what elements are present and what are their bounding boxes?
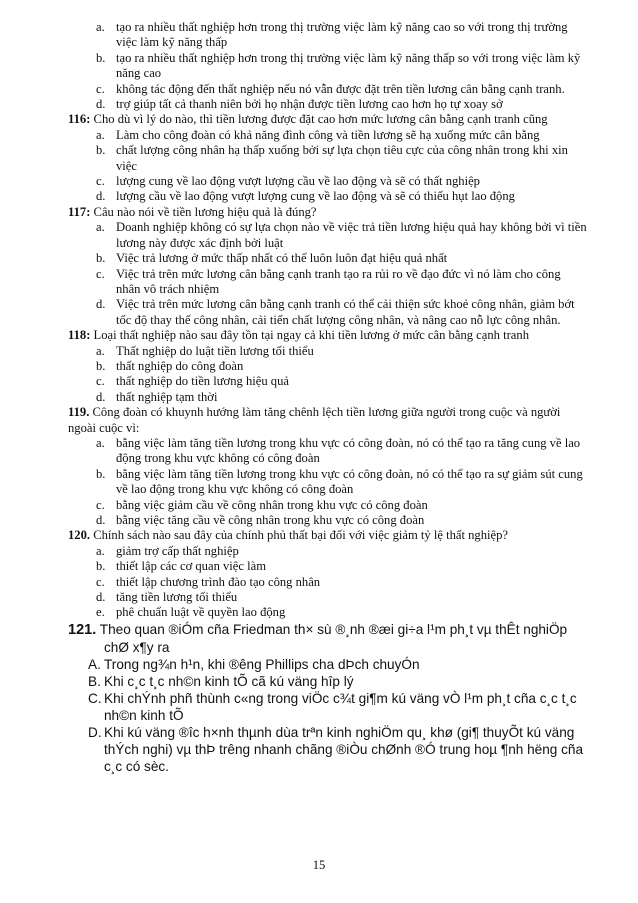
option-d bbox=[68, 297, 588, 328]
option-text: bằng việc làm tăng tiền lương trong khu vực có công đoàn, nó có thể tạo ra tăng cung về lao động trong khu vực không có công đoàn bbox=[116, 435, 581, 466]
option-label: d. bbox=[96, 189, 106, 204]
option-label: a. bbox=[96, 343, 105, 358]
option-b bbox=[68, 559, 588, 574]
option-text: trợ giúp tất cả thanh niên bởi họ nhận được tiền lương cao hơn họ tự xoay sở bbox=[116, 97, 503, 112]
option-text: bằng việc giảm cầu về công nhân trong khu vực có công đoàn bbox=[116, 497, 428, 512]
question-text: Cho dù vì lý do nào, thì tiền lương được đặt cao hơn mức lương cân bằng cạnh tranh cũng bbox=[93, 112, 548, 127]
option-c bbox=[68, 174, 588, 189]
option-b bbox=[68, 673, 588, 690]
question-117 bbox=[68, 205, 588, 328]
option-label: d. bbox=[96, 590, 106, 605]
option-list bbox=[68, 436, 588, 528]
continued-options bbox=[68, 20, 588, 112]
question-text: Loại thất nghiệp nào sau đây tồn tại ngay cả khi tiền lương ở mức cân bằng cạnh tranh bbox=[93, 328, 529, 343]
option-text: tăng tiền lương tối thiểu bbox=[116, 590, 238, 605]
question-text: Công đoàn có khuynh hướng làm tăng chênh lệch tiền lương giữa người trong cuộc và người ngoài cuộc vì: bbox=[68, 405, 561, 435]
option-label: D. bbox=[88, 724, 102, 740]
question-text: Câu nào nói về tiền lương hiệu quả là đúng? bbox=[93, 204, 317, 219]
option-text: Việc trả lương ở mức thấp nhất có thể luôn luôn đạt hiệu quả nhất bbox=[116, 251, 448, 266]
option-text: bằng việc làm tăng tiền lương trong khu vực có công đoàn, nó có thể tạo ra sự giảm sút cung về lao động trong khu vực không có công đoàn bbox=[116, 466, 583, 497]
option-label: c. bbox=[96, 374, 105, 389]
question-stem bbox=[68, 621, 588, 656]
question-number: 119. bbox=[68, 405, 90, 420]
option-text: phê chuẩn luật về quyền lao động bbox=[116, 605, 286, 620]
question-number: 118: bbox=[68, 328, 91, 343]
question-118 bbox=[68, 328, 588, 405]
option-label: b. bbox=[96, 251, 106, 266]
option-list bbox=[68, 544, 588, 621]
option-c bbox=[68, 498, 588, 513]
question-stem bbox=[68, 328, 588, 343]
option-c bbox=[68, 82, 588, 97]
option-label: b. bbox=[96, 358, 106, 373]
option-label: d. bbox=[96, 297, 106, 312]
question-number: 116: bbox=[68, 112, 91, 127]
option-c bbox=[68, 374, 588, 389]
option-b bbox=[68, 467, 588, 498]
option-text: chất lượng công nhân hạ thấp xuống bởi sự lựa chọn tiêu cực của công nhân trong khi xin việc bbox=[116, 143, 568, 173]
option-text: Khi c¸c t¸c nh©n kinh tÕ cã kú väng hîp lý bbox=[104, 673, 354, 689]
option-d bbox=[68, 97, 588, 112]
option-label: a. bbox=[96, 543, 105, 558]
option-text: Khi chÝnh phñ thùnh c«ng trong viÖc c¾t gi¶m kú väng vÒ l¹m ph¸t cña c¸c t¸c nh©n kinh tÕ bbox=[104, 690, 577, 723]
option-label: c. bbox=[96, 174, 105, 189]
option-list bbox=[68, 344, 588, 406]
question-121 bbox=[68, 621, 588, 775]
question-stem bbox=[68, 405, 588, 436]
option-text: tạo ra nhiều thất nghiệp hơn trong thị trường việc làm kỹ năng cao so với trong thị trường việc làm kỹ năng thấp bbox=[116, 20, 568, 50]
option-a bbox=[68, 128, 588, 143]
option-b bbox=[68, 51, 588, 82]
option-c bbox=[68, 575, 588, 590]
option-a bbox=[68, 20, 588, 51]
option-e bbox=[68, 605, 588, 620]
option-label: B. bbox=[88, 673, 101, 689]
option-text: bằng việc tăng cầu về công nhân trong khu vực có công đoàn bbox=[116, 513, 425, 527]
page-content bbox=[68, 20, 588, 775]
option-a bbox=[68, 344, 588, 359]
option-label: e. bbox=[96, 605, 105, 620]
option-text: Việc trả trên mức lương cân bằng cạnh tranh có thể cải thiện sức khoẻ công nhân, giảm bớt tốc độ thay thế công nhân, cải tiến chất lượng công nhân, và nâng cao nỗ lực công nhân. bbox=[116, 297, 575, 327]
option-label: a. bbox=[96, 435, 105, 450]
option-label: c. bbox=[96, 574, 105, 589]
option-b bbox=[68, 359, 588, 374]
option-text: Trong ng¾n h¹n, khi ®êng Phillips cha dÞch chuyÓn bbox=[104, 656, 420, 672]
question-number: 117: bbox=[68, 204, 91, 219]
question-119 bbox=[68, 405, 588, 528]
option-d bbox=[68, 390, 588, 405]
option-text: thất nghiệp tạm thời bbox=[116, 389, 218, 404]
option-c bbox=[68, 267, 588, 298]
option-text: Thất nghiệp do luật tiền lương tối thiểu bbox=[116, 343, 314, 358]
option-a bbox=[68, 656, 588, 673]
question-stem bbox=[68, 205, 588, 220]
option-text: Làm cho công đoàn có khả năng đình công và tiền lương sẽ hạ xuống mức cân bằng bbox=[116, 127, 540, 142]
option-label: b. bbox=[96, 559, 106, 574]
option-a bbox=[68, 220, 588, 251]
option-text: thất nghiệp do tiền lương hiệu quả bbox=[116, 374, 289, 389]
option-text: thiết lập chương trình đào tạo công nhân bbox=[116, 574, 321, 589]
option-label: d. bbox=[96, 389, 106, 404]
question-stem bbox=[68, 528, 588, 543]
option-list bbox=[68, 220, 588, 328]
option-text: lượng cầu về lao động vượt lượng cung về lao động và sẽ có thiếu hụt lao động bbox=[116, 189, 515, 204]
option-b bbox=[68, 251, 588, 266]
option-label: A. bbox=[88, 656, 101, 672]
question-stem bbox=[68, 112, 588, 127]
question-120 bbox=[68, 528, 588, 620]
option-label: d. bbox=[96, 97, 106, 112]
option-label: b. bbox=[96, 466, 106, 481]
option-label: b. bbox=[96, 50, 106, 65]
option-list bbox=[68, 656, 588, 775]
option-d bbox=[68, 189, 588, 204]
option-label: c. bbox=[96, 497, 105, 512]
option-label: d. bbox=[96, 513, 106, 527]
option-text: lượng cung về lao động vượt lượng cầu về lao động và sẽ có thất nghiệp bbox=[116, 174, 480, 189]
option-label: c. bbox=[96, 266, 105, 281]
option-a bbox=[68, 436, 588, 467]
page-number: 15 bbox=[312, 858, 326, 872]
option-text: không tác động đến thất nghiệp nếu nó vẫn được đặt trên tiền lương cân bằng cạnh tranh. bbox=[116, 81, 565, 96]
option-label: C. bbox=[88, 690, 102, 706]
option-text: thất nghiệp do công đoàn bbox=[116, 358, 244, 373]
option-list bbox=[68, 128, 588, 205]
option-text: tạo ra nhiều thất nghiệp hơn trong thị trường việc làm kỹ năng thấp so với trong việc làm kỹ năng cao bbox=[116, 50, 581, 81]
option-d bbox=[68, 513, 588, 528]
option-text: thiết lập các cơ quan việc làm bbox=[116, 559, 267, 574]
option-text: Việc trả trên mức lương cân bằng cạnh tranh tạo ra rủi ro về đạo đức vì nó làm cho công nhân vô trách nhiệm bbox=[116, 266, 561, 296]
question-number: 121. bbox=[68, 621, 97, 638]
option-d bbox=[68, 724, 588, 775]
option-c bbox=[68, 690, 588, 724]
option-label: c. bbox=[96, 81, 105, 96]
option-label: a. bbox=[96, 127, 105, 142]
question-number: 120. bbox=[68, 528, 91, 543]
option-text: giảm trợ cấp thất nghiệp bbox=[116, 543, 239, 558]
option-b bbox=[68, 143, 588, 174]
option-label: b. bbox=[96, 143, 106, 158]
question-text: Chính sách nào sau đây của chính phủ thất bại đối với việc giảm tỷ lệ thất nghiệp? bbox=[93, 528, 509, 543]
option-a bbox=[68, 544, 588, 559]
option-label: a. bbox=[96, 20, 105, 34]
option-label: a. bbox=[96, 220, 105, 235]
option-text: Khi kú väng ®îc h×nh thµnh dùa trªn kinh nghiÖm qu¸ khø (gi¶ thuyÕt kú väng thÝch nghi) vµ thÞ trêng nhanh chãng ®iÒu chØnh ®Ó trung hoµ ¶nh hëng cña c¸c có sèc. bbox=[104, 724, 584, 774]
question-116 bbox=[68, 112, 588, 204]
question-text: Theo quan ®iÓm cña Friedman th× sù ®¸nh ®æi gi÷a l¹m ph¸t vµ thÊt nghiÖp chØ x¶y ra bbox=[99, 621, 568, 655]
option-d bbox=[68, 590, 588, 605]
option-text: Doanh nghiệp không có sự lựa chọn nào về việc trả tiền lương hiệu quả hay không bởi vì tiền lương này được xác định bởi luật bbox=[116, 220, 587, 250]
